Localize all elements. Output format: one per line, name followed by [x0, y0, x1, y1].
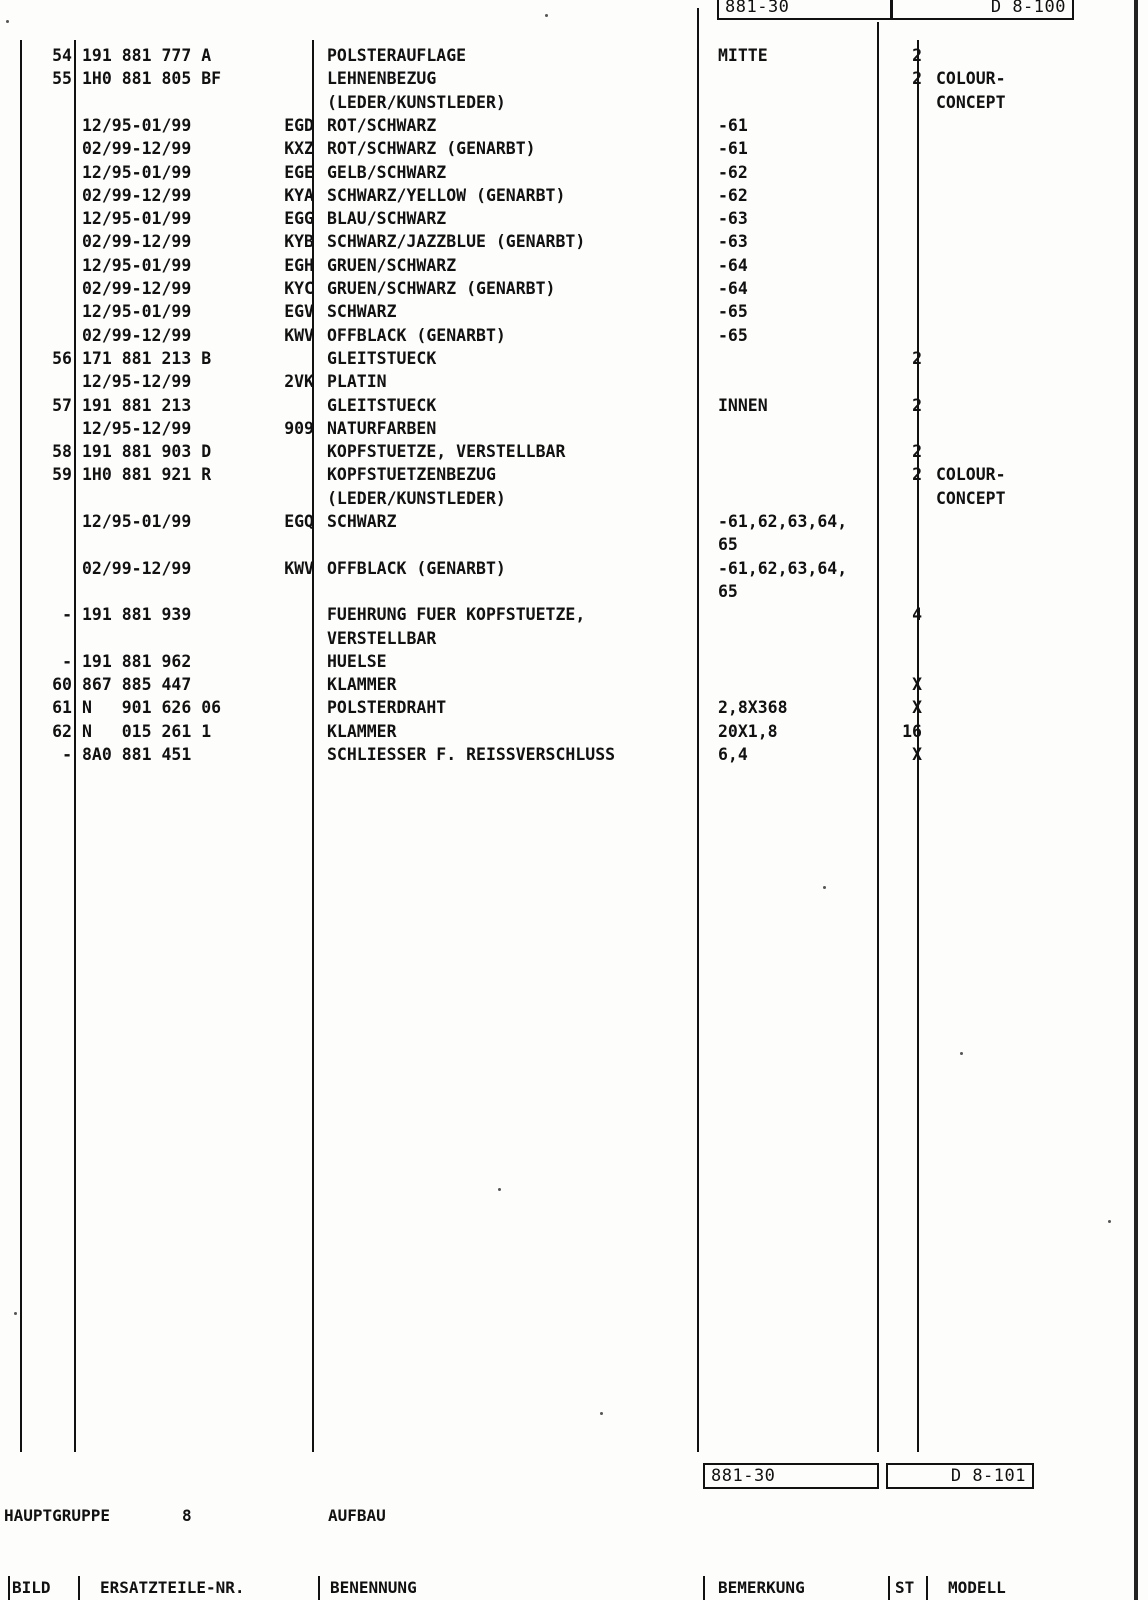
cell-part-number: 191 881 903 D: [82, 442, 212, 462]
cell-part-number: N 015 261 1: [82, 721, 212, 741]
table-row: [0, 207, 1148, 230]
scan-speck: [600, 1412, 603, 1415]
table-row: [0, 44, 1148, 67]
cell-benennung: KLAMMER: [327, 721, 397, 741]
cell-part-number: 191 881 962: [82, 651, 192, 671]
cell-benennung: SCHWARZ/YELLOW (GENARBT): [327, 185, 566, 205]
cell-part-number: 12/95-01/99: [82, 255, 192, 275]
hauptgruppe-number: 8: [182, 1506, 192, 1525]
cell-stueck: X: [912, 698, 922, 718]
cell-benennung: KOPFSTUETZE, VERSTELLBAR: [327, 442, 566, 462]
cell-bemerkung: -61,62,63,64,: [718, 512, 848, 531]
cell-benennung: FUEHRUNG FUER KOPFSTUETZE,: [327, 605, 586, 625]
cell-part-number: 12/95-01/99: [82, 512, 192, 531]
table-row: [0, 114, 1148, 137]
col-header-part: ERSATZTEILE-NR.: [100, 1578, 245, 1597]
cell-benennung: PLATIN: [327, 372, 387, 392]
cell-part-number: 1H0 881 805 BF: [82, 69, 222, 89]
cell-stueck: X: [912, 675, 922, 695]
cell-bemerkung: MITTE: [718, 46, 768, 65]
cell-benennung: GRUEN/SCHWARZ (GENARBT): [327, 279, 556, 298]
cell-stueck: 2: [912, 465, 922, 485]
cell-bemerkung: 6,4: [718, 745, 748, 764]
cell-bemerkung: 20X1,8: [718, 721, 778, 741]
cell-benennung: SCHWARZ: [327, 512, 397, 531]
table-row: [0, 277, 1148, 300]
scan-speck: [6, 20, 9, 23]
cell-color-code: EGH: [284, 255, 314, 275]
cell-benennung: GELB/SCHWARZ: [327, 162, 447, 182]
cell-bild: 62: [52, 721, 72, 741]
footer-divider-4: [703, 1576, 705, 1600]
col-header-modell: MODELL: [948, 1578, 1006, 1597]
col-header-name: BENENNUNG: [330, 1578, 417, 1597]
cell-bemerkung: 65: [718, 535, 738, 555]
scan-speck: [960, 1052, 963, 1055]
cell-bemerkung: 65: [718, 581, 738, 601]
header-page-id: D 8-100: [990, 0, 1066, 17]
cell-benennung: KOPFSTUETZENBEZUG: [327, 465, 496, 485]
cell-color-code: EGD: [284, 115, 314, 135]
cell-stueck: 4: [912, 605, 922, 625]
col-header-bem: BEMERKUNG: [718, 1578, 805, 1597]
cell-bemerkung: -64: [718, 255, 748, 275]
cell-part-number: N 901 626 06: [82, 698, 222, 718]
table-row: [0, 533, 1148, 556]
cell-stueck: 16: [902, 721, 922, 741]
table-row: [0, 557, 1148, 580]
cell-benennung: NATURFARBEN: [327, 418, 437, 438]
cell-benennung: BLAU/SCHWARZ: [327, 209, 447, 229]
cell-part-number: 12/95-01/99: [82, 162, 192, 182]
cell-color-code: EGQ: [284, 512, 314, 531]
cell-bemerkung: -62: [718, 185, 748, 205]
cell-bemerkung: -63: [718, 209, 748, 229]
cell-bemerkung: -61: [718, 115, 748, 135]
cell-modell: CONCEPT: [936, 488, 1006, 508]
cell-color-code: KWV: [284, 558, 314, 578]
cell-benennung: POLSTERAUFLAGE: [327, 46, 467, 65]
table-row: [0, 254, 1148, 277]
cell-benennung: SCHWARZ/JAZZBLUE (GENARBT): [327, 232, 586, 252]
cell-bemerkung: -63: [718, 232, 748, 252]
header-group-code: 881-30: [725, 0, 790, 17]
scan-speck: [545, 14, 548, 17]
cell-part-number: 12/95-01/99: [82, 302, 192, 322]
cell-stueck: X: [912, 745, 922, 764]
table-row: [0, 184, 1148, 207]
cell-color-code: 2VK: [284, 372, 314, 392]
table-row: [0, 440, 1148, 463]
cell-color-code: EGE: [284, 162, 314, 182]
table-row: [0, 650, 1148, 673]
cell-benennung: GLEITSTUECK: [327, 348, 437, 368]
cell-part-number: 867 885 447: [82, 675, 192, 695]
cell-benennung: (LEDER/KUNSTLEDER): [327, 92, 506, 112]
cell-bemerkung: -65: [718, 302, 748, 322]
table-row: [0, 417, 1148, 440]
scan-speck: [14, 1312, 17, 1315]
cell-bemerkung: -65: [718, 325, 748, 345]
cell-part-number: 12/95-12/99: [82, 418, 192, 438]
cell-part-number: 1H0 881 921 R: [82, 465, 212, 485]
table-row: [0, 696, 1148, 719]
cell-bild: -: [62, 745, 72, 764]
table-row: [0, 67, 1148, 90]
table-row: [0, 370, 1148, 393]
cell-modell: COLOUR-: [936, 465, 1006, 485]
cell-part-number: 191 881 213: [82, 395, 192, 415]
cell-bemerkung: -62: [718, 162, 748, 182]
table-row: [0, 673, 1148, 696]
hauptgruppe-label: HAUPTGRUPPE: [4, 1506, 110, 1525]
cell-benennung: SCHWARZ: [327, 302, 397, 322]
cell-part-number: 191 881 939: [82, 605, 192, 625]
footer-divider-1: [8, 1576, 10, 1600]
scan-speck: [1108, 1220, 1111, 1223]
cell-color-code: KYC: [284, 279, 314, 298]
cell-bemerkung: 2,8X368: [718, 698, 788, 718]
cell-color-code: KXZ: [284, 139, 314, 159]
table-row: [0, 510, 1148, 533]
header-page-id-box: [890, 0, 1074, 20]
cell-bild: 58: [52, 442, 72, 462]
cell-color-code: EGV: [284, 302, 314, 322]
table-row: [0, 137, 1148, 160]
scan-speck: [823, 886, 826, 889]
cell-part-number: 02/99-12/99: [82, 558, 192, 578]
table-row: [0, 91, 1148, 114]
table-row: [0, 487, 1148, 510]
footer-page-id: D 8-101: [950, 1466, 1026, 1486]
cell-modell: CONCEPT: [936, 92, 1006, 112]
table-row: [0, 394, 1148, 417]
cell-benennung: SCHLIESSER F. REISSVERSCHLUSS: [327, 745, 616, 764]
col-header-bild: BILD: [12, 1578, 51, 1597]
cell-bemerkung: -61: [718, 139, 748, 159]
header-group-code-box: [717, 0, 893, 20]
cell-part-number: 191 881 777 A: [82, 46, 212, 65]
cell-benennung: POLSTERDRAHT: [327, 698, 447, 718]
footer-divider-2: [78, 1576, 80, 1600]
cell-benennung: LEHNENBEZUG: [327, 69, 437, 89]
cell-bild: -: [62, 605, 72, 625]
cell-color-code: KYA: [284, 185, 314, 205]
cell-bild: 54: [52, 46, 72, 65]
footer-group-code: 881-30: [711, 1466, 776, 1486]
cell-benennung: KLAMMER: [327, 675, 397, 695]
cell-color-code: EGG: [284, 209, 314, 229]
cell-color-code: KYB: [284, 232, 314, 252]
footer-divider-6: [926, 1576, 928, 1600]
cell-bemerkung: -64: [718, 279, 748, 298]
cell-part-number: 171 881 213 B: [82, 348, 212, 368]
cell-stueck: 2: [912, 46, 922, 65]
cell-stueck: 2: [912, 348, 922, 368]
cell-benennung: GRUEN/SCHWARZ: [327, 255, 457, 275]
scan-speck: [498, 1188, 501, 1191]
cell-part-number: 02/99-12/99: [82, 279, 192, 298]
cell-part-number: 12/95-01/99: [82, 115, 192, 135]
cell-stueck: 2: [912, 442, 922, 462]
cell-part-number: 8A0 881 451: [82, 745, 192, 764]
cell-benennung: HUELSE: [327, 651, 387, 671]
cell-part-number: 02/99-12/99: [82, 325, 192, 345]
cell-bild: -: [62, 651, 72, 671]
footer-divider-5: [888, 1576, 890, 1600]
footer-divider-3: [318, 1576, 320, 1600]
table-row: [0, 161, 1148, 184]
cell-benennung: ROT/SCHWARZ: [327, 115, 437, 135]
table-row: [0, 463, 1148, 486]
cell-color-code: KWV: [284, 325, 314, 345]
table-row: [0, 230, 1148, 253]
cell-benennung: ROT/SCHWARZ (GENARBT): [327, 139, 536, 159]
footer-page-id-box: [886, 1463, 1034, 1489]
footer-group-code-box: [703, 1463, 879, 1489]
cell-bild: 57: [52, 395, 72, 415]
cell-benennung: OFFBLACK (GENARBT): [327, 325, 506, 345]
cell-part-number: 02/99-12/99: [82, 185, 192, 205]
table-row: [0, 743, 1148, 766]
table-row: [0, 627, 1148, 650]
cell-part-number: 02/99-12/99: [82, 139, 192, 159]
cell-part-number: 12/95-12/99: [82, 372, 192, 392]
col-header-st: ST: [895, 1578, 915, 1597]
table-row: [0, 580, 1148, 603]
cell-bild: 60: [52, 675, 72, 695]
cell-stueck: 2: [912, 395, 922, 415]
cell-bild: 56: [52, 348, 72, 368]
cell-bild: 59: [52, 465, 72, 485]
cell-modell: COLOUR-: [936, 69, 1006, 89]
cell-part-number: 12/95-01/99: [82, 209, 192, 229]
cell-bemerkung: INNEN: [718, 395, 768, 415]
cell-benennung: OFFBLACK (GENARBT): [327, 558, 506, 578]
cell-bemerkung: -61,62,63,64,: [718, 558, 848, 578]
cell-stueck: 2: [912, 69, 922, 89]
cell-bild: 55: [52, 69, 72, 89]
cell-color-code: 909: [284, 418, 314, 438]
aufbau-label: AUFBAU: [328, 1506, 386, 1525]
cell-benennung: GLEITSTUECK: [327, 395, 437, 415]
table-row: [0, 300, 1148, 323]
table-row: [0, 324, 1148, 347]
table-row: [0, 347, 1148, 370]
cell-benennung: (LEDER/KUNSTLEDER): [327, 488, 506, 508]
table-row: [0, 720, 1148, 743]
cell-part-number: 02/99-12/99: [82, 232, 192, 252]
cell-bild: 61: [52, 698, 72, 718]
cell-benennung: VERSTELLBAR: [327, 628, 437, 648]
table-row: [0, 603, 1148, 626]
